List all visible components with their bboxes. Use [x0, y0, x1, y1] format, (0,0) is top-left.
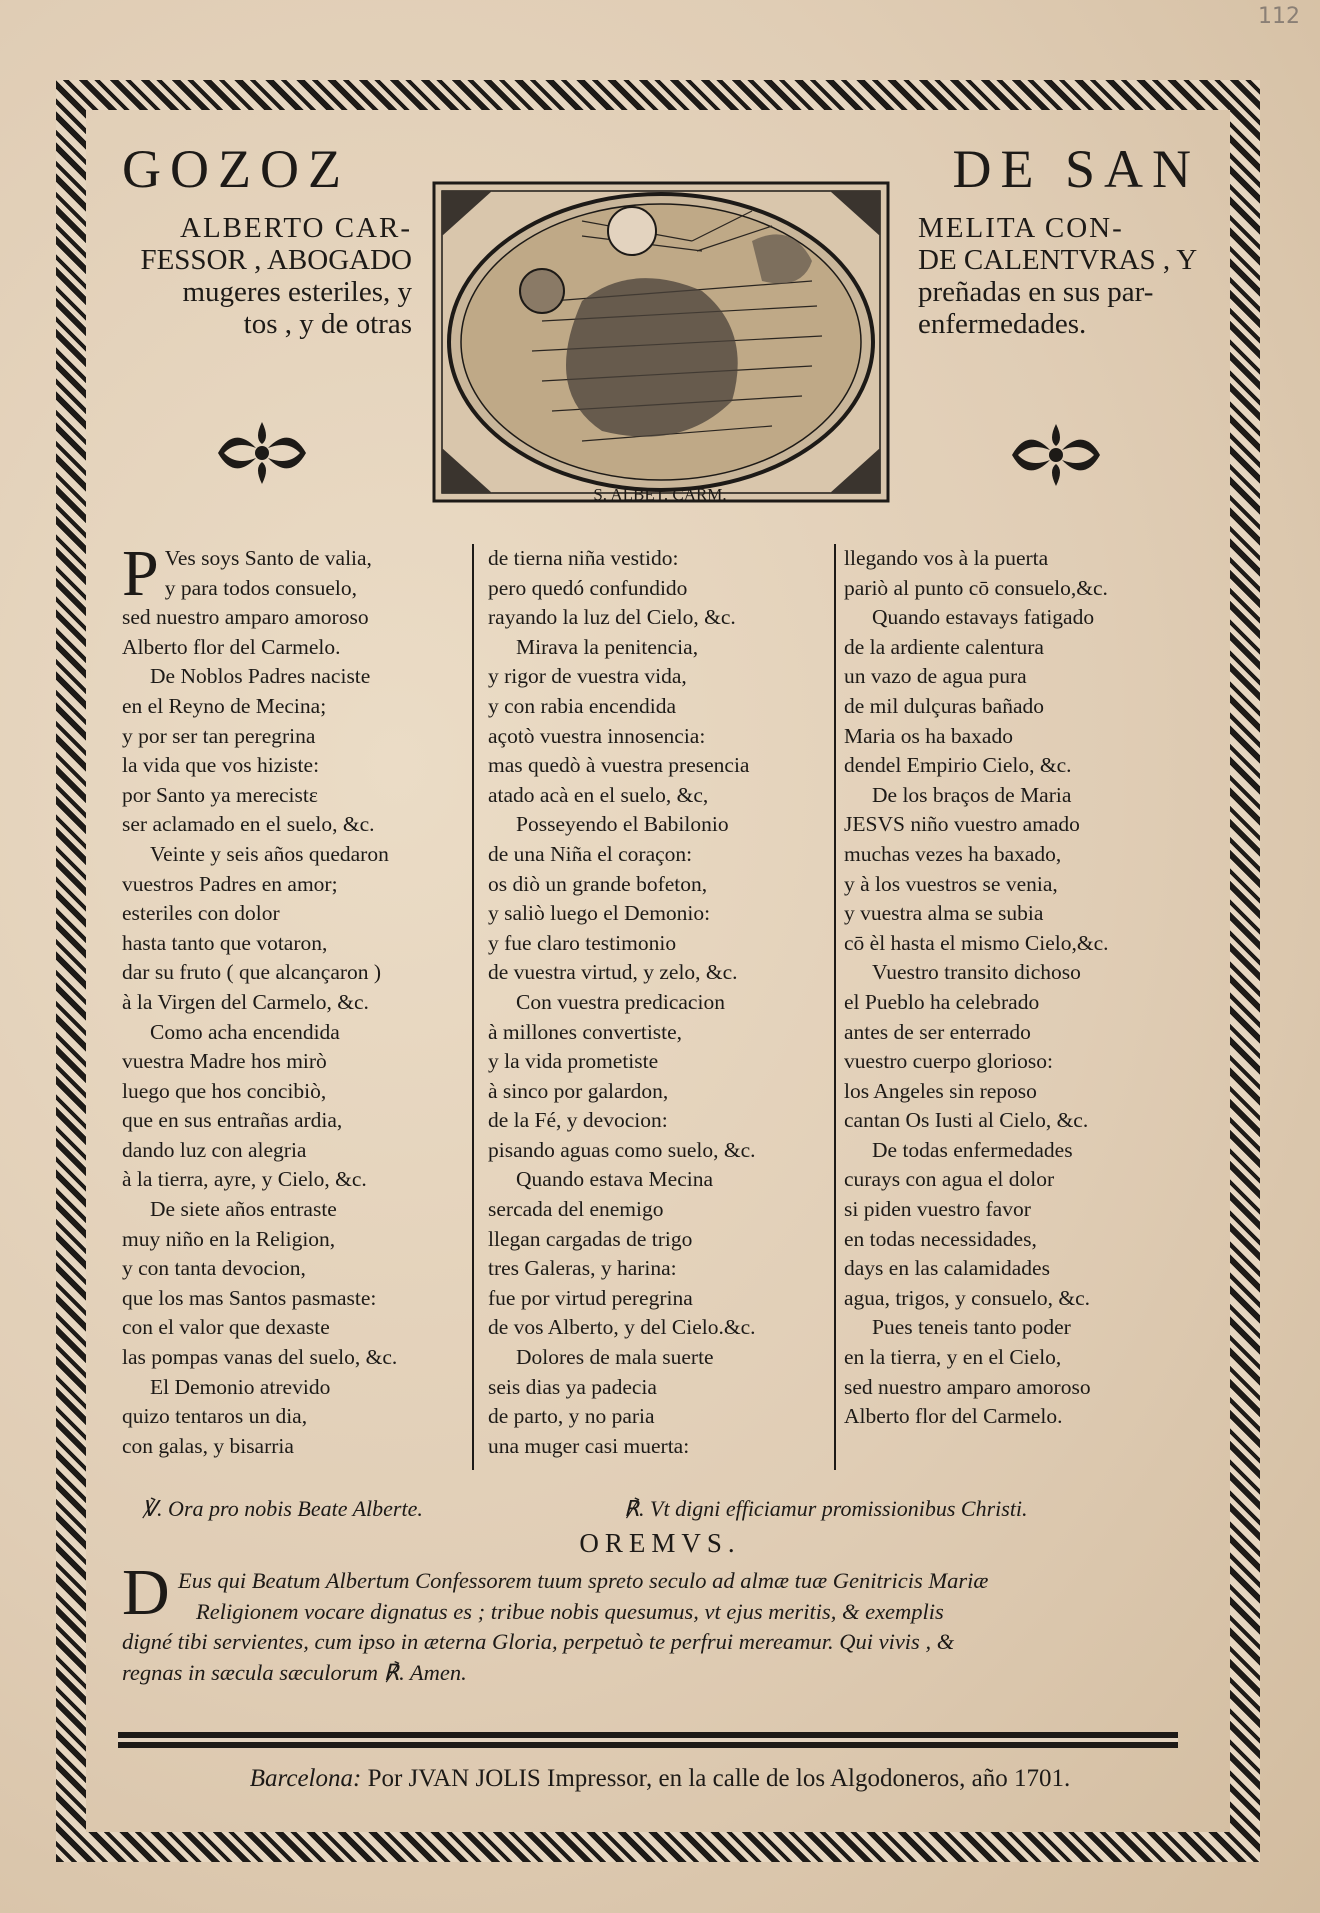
verse-line: Como acha encendida — [150, 1019, 340, 1044]
verse-line: quizo tentaros un dia, — [122, 1404, 308, 1429]
verse-line: llegan cargadas de trigo — [488, 1226, 693, 1251]
column-rule-left — [472, 544, 474, 1470]
imprint-text: Por JVAN JOLIS Impressor, en la calle de los Algodoneros, año 1701. — [367, 1765, 1071, 1792]
heading-right-line: preñadas en sus par- — [918, 276, 1154, 308]
verse-column-1 — [122, 537, 398, 1461]
verse-line: curays con agua el dolor — [844, 1167, 1055, 1192]
verse-line: sed nuestro amparo amoroso — [844, 1374, 1091, 1399]
verse-line: De los braços de Maria — [872, 782, 1072, 807]
heading-left-line: tos , y de otras — [243, 308, 412, 340]
verse-line: con galas, y bisarria — [122, 1433, 294, 1458]
heading-right-line: MELITA CON- — [918, 212, 1124, 244]
column-rule-right — [834, 544, 836, 1470]
verse-line: seis dias ya padecia — [488, 1374, 657, 1399]
verse-line: hasta tanto que votaron, — [122, 930, 328, 955]
verse-line: pero quedó confundido — [488, 575, 688, 600]
manuscript-number: 112 — [1258, 4, 1300, 29]
verse-line: y vuestra alma se subia — [844, 901, 1044, 926]
verse-line: vuestros Padres en amor; — [122, 871, 338, 896]
oremus-heading: OREMVS. — [579, 1528, 741, 1558]
verse-line: de la ardiente calentura — [844, 634, 1044, 659]
verse-line: muy niño en la Religion, — [122, 1226, 336, 1251]
prayer-line: Religionem vocare dignatus es ; tribue nobis quesumus, vt ejus meritis, & exemplis — [196, 1598, 944, 1624]
verse-line: antes de ser enterrado — [844, 1019, 1031, 1044]
verse-line: y con rabia encendida — [488, 693, 677, 718]
verse-line: Mirava la penitencia, — [516, 634, 699, 659]
verse-line: llegando vos à la puerta — [844, 546, 1049, 570]
verse-line: Alberto flor del Carmelo. — [122, 634, 341, 659]
verse-line: cō èl hasta el mismo Cielo,&c. — [844, 930, 1109, 955]
verse-line: la vida que vos hiziste: — [122, 753, 320, 778]
verse-line: de tierna niña vestido: — [488, 546, 679, 570]
heading-left-line: ALBERTO CAR- — [180, 212, 412, 244]
prayer-line: digné tibi servientes, cum ipso in æterna Gloria, perpetuò te perfrui mereamur. Qui vivis , & — [122, 1629, 955, 1654]
woodcut-caption: S. ALBET. CARM. — [593, 485, 727, 504]
verse-line: atado acà en el suelo, &c, — [488, 782, 709, 807]
verse-line: De Noblos Padres naciste — [150, 664, 371, 689]
verse-line: à millones convertiste, — [488, 1019, 683, 1044]
verse-line: que los mas Santos pasmaste: — [122, 1285, 377, 1310]
verse-line: Pues teneis tanto poder — [872, 1315, 1071, 1340]
verse-line: en el Reyno de Mecina; — [122, 693, 327, 718]
verse-line: Con vuestra predicacion — [516, 989, 725, 1014]
verse-line: Quando estavays fatigado — [872, 605, 1095, 630]
prayer-line: regnas in sæcula sæculorum ℟. Amen. — [122, 1659, 467, 1685]
woodcut-illustration — [432, 181, 890, 503]
verse-line: dendel Empirio Cielo, &c. — [844, 753, 1072, 778]
heading-left-block — [122, 212, 412, 340]
verse-line: y por ser tan peregrina — [122, 723, 316, 748]
prayer-block — [122, 1556, 1182, 1688]
fleuron-ornament-left — [214, 420, 310, 486]
verse-line: Maria os ha baxado — [844, 723, 1013, 748]
verse-line: De siete años entraste — [150, 1197, 337, 1222]
verse-column-2 — [488, 544, 756, 1461]
verse-line: de vos Alberto, y del Cielo.&c. — [488, 1315, 756, 1340]
verse-line: los Angeles sin reposo — [844, 1078, 1037, 1103]
ornamental-rule — [118, 1730, 1178, 1750]
verse-line: Ves soys Santo de valia, — [164, 546, 372, 570]
heading-left-line: FESSOR , ABOGADO — [140, 244, 412, 276]
verse-line: esteriles con dolor — [122, 901, 280, 926]
verse-line: que en sus entrañas ardia, — [122, 1108, 343, 1133]
verse-line: luego que hos concibiò, — [122, 1078, 327, 1103]
heading-right-block — [918, 212, 1208, 340]
verse-line: de parto, y no paria — [488, 1404, 655, 1429]
prayer-line: Eus qui Beatum Albertum Confessorem tuum spreto seculo ad almæ tuæ Genitricis Mariæ — [178, 1568, 989, 1593]
heading-left-line: mugeres esteriles, y — [182, 276, 412, 308]
verse-line: ser aclamado en el suelo, &c. — [122, 812, 375, 837]
verse-line: Alberto flor del Carmelo. — [844, 1404, 1063, 1429]
verse-line: sed nuestro amparo amoroso — [122, 605, 369, 630]
verse-line: un vazo de agua pura — [844, 664, 1027, 689]
verse-line: Vuestro transito dichoso — [872, 960, 1081, 985]
verse-line: dando luz con alegria — [122, 1137, 307, 1162]
heading-right-line: DE CALENTVRAS , Y — [918, 244, 1198, 276]
verse-line: si piden vuestro favor — [844, 1197, 1031, 1222]
verse-line: y fue claro testimonio — [488, 930, 677, 955]
verse-line: de vuestra virtud, y zelo, &c. — [488, 960, 738, 985]
verse-line: tres Galeras, y harina: — [488, 1256, 677, 1281]
drop-cap: P — [122, 537, 159, 610]
verse-line: Dolores de mala suerte — [516, 1345, 714, 1370]
verse-line: pariò al punto cō consuelo,&c. — [844, 575, 1108, 600]
response: ℟. Vt digni efficiamur promissionibus Christi. — [624, 1496, 1028, 1521]
verse-line: por Santo ya merecistɛ — [122, 782, 318, 807]
verse-line: una muger casi muerta: — [488, 1433, 690, 1458]
verse-line: De todas enfermedades — [872, 1137, 1073, 1162]
verse-line: days en las calamidades — [844, 1256, 1050, 1281]
prayer-drop-cap: D — [122, 1556, 170, 1629]
verse-line: vuestra Madre hos mirò — [122, 1049, 327, 1074]
verse-line: cantan Os Iusti al Cielo, &c. — [844, 1108, 1089, 1133]
verse-line: à sinco por galardon, — [488, 1078, 669, 1103]
verse-column-3 — [844, 544, 1109, 1432]
versicle: ℣. Ora pro nobis Beate Alberte. — [142, 1496, 423, 1521]
verse-line: Posseyendo el Babilonio — [516, 812, 729, 837]
verse-line: y con tanta devocion, — [122, 1256, 306, 1281]
verse-line: fue por virtud peregrina — [488, 1285, 693, 1310]
verse-line: y à los vuestros se venia, — [844, 871, 1058, 896]
verse-line: açotò vuestra innosencia: — [488, 723, 706, 748]
verse-line: vuestro cuerpo glorioso: — [844, 1049, 1053, 1074]
title-right: DE SAN — [952, 139, 1200, 199]
verse-line: à la tierra, ayre, y Cielo, &c. — [122, 1167, 367, 1192]
verse-line: à la Virgen del Carmelo, &c. — [122, 989, 369, 1014]
verse-line: en la tierra, y en el Cielo, — [844, 1345, 1062, 1370]
verse-line: Quando estava Mecina — [516, 1167, 714, 1192]
versicle-line — [142, 1496, 1142, 1522]
fleuron-ornament-right — [1008, 422, 1104, 488]
verse-line: El Demonio atrevido — [150, 1374, 331, 1399]
verse-line: mas quedò à vuestra presencia — [488, 753, 750, 778]
verse-line: y rigor de vuestra vida, — [488, 664, 687, 689]
verse-line: dar su fruto ( que alcançaron ) — [122, 960, 382, 985]
verse-line: JESVS niño vuestro amado — [844, 812, 1080, 837]
imprint-place: Barcelona: — [249, 1765, 362, 1792]
verse-line: de una Niña el coraçon: — [488, 841, 693, 866]
verse-line: agua, trigos, y consuelo, &c. — [844, 1285, 1091, 1310]
heading-right-line: enfermedades. — [918, 308, 1087, 340]
verse-line: y saliò luego el Demonio: — [488, 901, 711, 926]
verse-line: de la Fé, y devocion: — [488, 1108, 668, 1133]
verse-line: de mil dulçuras bañado — [844, 693, 1045, 718]
verse-line: os diò un grande bofeton, — [488, 871, 708, 896]
verse-line: el Pueblo ha celebrado — [844, 989, 1040, 1014]
verse-line: Veinte y seis años quedaron — [150, 841, 389, 866]
verse-line: las pompas vanas del suelo, &c. — [122, 1345, 398, 1370]
verse-line: con el valor que dexaste — [122, 1315, 330, 1340]
verse-line: y para todos consuelo, — [164, 575, 357, 600]
imprint-line — [0, 1765, 1320, 1793]
verse-line: rayando la luz del Cielo, &c. — [488, 605, 736, 630]
verse-line: y la vida prometiste — [488, 1049, 659, 1074]
verse-line: en todas necessidades, — [844, 1226, 1037, 1251]
verse-line: pisando aguas como suelo, &c. — [488, 1137, 756, 1162]
verse-line: sercada del enemigo — [488, 1197, 664, 1222]
title-left: GOZOZ — [122, 139, 350, 199]
verse-line: muchas vezes ha baxado, — [844, 841, 1062, 866]
